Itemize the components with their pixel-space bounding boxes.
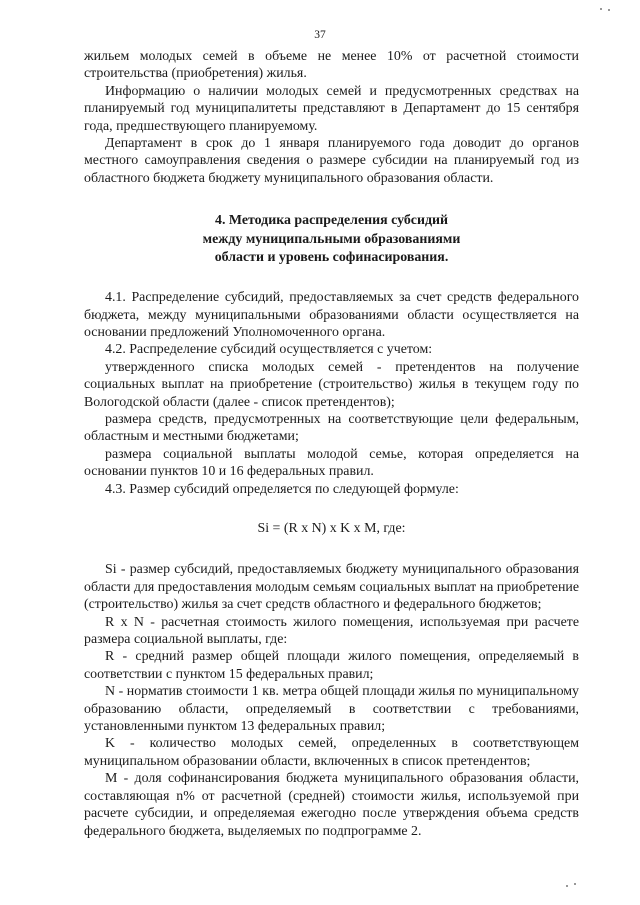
paragraph-list-item: размера социальной выплаты молодой семье, которая определяется на основании пунктов 10 и 16 федеральных правил. — [84, 446, 579, 480]
definition-rn: R x N - расчетная стоимость жилого помещения, используемая при расчете размера социальной выплаты, где: — [84, 614, 579, 648]
paragraph-4-3: 4.3. Размер субсидий определяется по следующей формуле: — [105, 481, 459, 497]
section-heading-line: 4. Методика распределения субсидий — [215, 213, 448, 229]
scan-speck — [600, 8, 602, 10]
definition-m: M - доля софинансирования бюджета муниципального образования области, составляющая n% от расчетной (средней) стоимости жилья, используемой при расчете субсидии, и определяемая ежегодно после утверждения объема средств федерального бюджета, выделяемых по подпрограмме 2. — [84, 771, 579, 839]
scan-speck — [574, 883, 576, 885]
definition-n: N - норматив стоимости 1 кв. метра общей площади жилья по муниципальному образованию области, определяемый в соответствии с требованиями, установленными пунктом 13 федеральных правил; — [84, 684, 579, 735]
paragraph-list-item: размера средств, предусмотренных на соответствующие цели федеральным, областным и местными бюджетами; — [84, 411, 579, 445]
paragraph-4-1: 4.1. Распределение субсидий, предоставляемых за счет средств федерального бюджета, между муниципальными образованиями области осуществляется на основании предложений Уполномоченного органа. — [84, 290, 579, 340]
paragraph: жильем молодых семей в объеме не менее 10% от расчетной стоимости строительства (приобретения) жилья. — [84, 49, 579, 82]
formula: Si = (R x N) x K x M, где: — [257, 521, 406, 537]
paragraph-4-2: 4.2. Распределение субсидий осуществляется с учетом: — [105, 342, 433, 358]
paragraph: Департамент в срок до 1 января планируемого года доводит до органов местного самоуправления сведения о размере субсидии на планируемый год из областного бюджета бюджету муниципального образования области. — [84, 136, 579, 186]
definition-si: Si - размер субсидий, предоставляемых бюджету муниципального образования области для предоставления молодым семьям социальных выплат на приобретение (строительство) жилья за счет средств областного и федерального бюджетов; — [84, 562, 579, 613]
definition-k: K - количество молодых семей, определенных в соответствующем муниципальном образовании области, включенных в список претендентов; — [84, 736, 579, 769]
section-heading-line: между муниципальными образованиями — [202, 231, 461, 247]
section-heading — [84, 212, 579, 267]
page-number: 37 — [314, 29, 326, 41]
definition-r: R - средний размер общей площади жилого помещения, определяемый в соответствии с пунктом 15 федеральных правил; — [84, 649, 579, 682]
scan-speck — [566, 885, 568, 887]
paragraph-list-item: утвержденного списка молодых семей - претендентов на получение социальных выплат на приобретение (строительство) жилья в текущем году по Вологодской области (далее - список претендентов); — [84, 359, 579, 410]
document-body — [84, 48, 579, 840]
section-heading-line: области и уровень софинасирования. — [214, 249, 449, 265]
paragraph: Информацию о наличии молодых семей и предусмотренных средствах на планируемый год муниципалитеты представляют в Департамент до 15 сентября года, предшествующего планируемому. — [84, 83, 579, 134]
scan-speck — [608, 9, 610, 11]
